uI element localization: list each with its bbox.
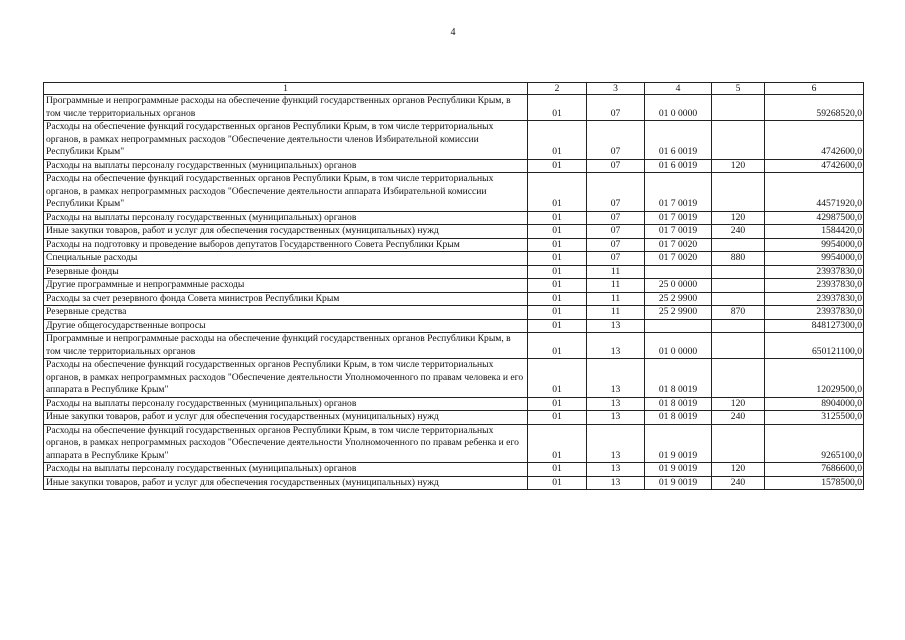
- row-name-cell: Программные и непрограммные расходы на обеспечение функций государственных органов Республики Крым, в том числе территориальных органов: [44, 333, 528, 359]
- row-section-cell: 01: [528, 411, 587, 425]
- row-type-cell: 120: [712, 211, 765, 225]
- row-type-cell: [712, 319, 765, 333]
- row-target-cell: 01 8 0019: [645, 411, 712, 425]
- row-section-cell: 01: [528, 292, 587, 306]
- row-target-cell: [645, 319, 712, 333]
- row-section-cell: 01: [528, 359, 587, 398]
- row-section-cell: 01: [528, 211, 587, 225]
- column-header: 2: [528, 83, 587, 95]
- row-target-cell: 01 7 0019: [645, 173, 712, 212]
- row-section-cell: 01: [528, 238, 587, 252]
- table-body: [44, 83, 864, 490]
- table-row: [44, 359, 864, 398]
- row-amount-cell: 59268520,0: [765, 95, 864, 121]
- row-section-cell: 01: [528, 225, 587, 239]
- row-section-cell: 01: [528, 306, 587, 320]
- table-row: [44, 121, 864, 160]
- row-amount-cell: 650121100,0: [765, 333, 864, 359]
- row-amount-cell: 9954000,0: [765, 238, 864, 252]
- row-amount-cell: 3125500,0: [765, 411, 864, 425]
- row-amount-cell: 8904000,0: [765, 397, 864, 411]
- row-target-cell: [645, 265, 712, 279]
- row-section-cell: 01: [528, 424, 587, 463]
- row-name-cell: Резервные средства: [44, 306, 528, 320]
- row-subsection-cell: 13: [587, 333, 645, 359]
- row-target-cell: 01 0 0000: [645, 333, 712, 359]
- row-name-cell: Расходы на обеспечение функций государственных органов Республики Крым, в том числе территориальных органов, в рамках непрограммных расходов "Обеспечение деятельности Уполномоченного по правам человека и его аппарата в Республике Крым": [44, 359, 528, 398]
- row-section-cell: 01: [528, 476, 587, 490]
- row-subsection-cell: 13: [587, 319, 645, 333]
- row-amount-cell: 848127300,0: [765, 319, 864, 333]
- row-subsection-cell: 11: [587, 306, 645, 320]
- row-type-cell: [712, 121, 765, 160]
- row-subsection-cell: 07: [587, 121, 645, 160]
- row-target-cell: 01 8 0019: [645, 397, 712, 411]
- row-type-cell: 880: [712, 252, 765, 266]
- row-target-cell: 01 9 0019: [645, 424, 712, 463]
- table-row: [44, 95, 864, 121]
- row-subsection-cell: 11: [587, 265, 645, 279]
- row-section-cell: 01: [528, 159, 587, 173]
- column-header: 3: [587, 83, 645, 95]
- row-type-cell: [712, 359, 765, 398]
- row-amount-cell: 42987500,0: [765, 211, 864, 225]
- page-number: 4: [450, 27, 456, 38]
- row-subsection-cell: 07: [587, 95, 645, 121]
- row-name-cell: Расходы на обеспечение функций государственных органов Республики Крым, в том числе территориальных органов, в рамках непрограммных расходов "Обеспечение деятельности членов Избирательной комиссии Республики Крым": [44, 121, 528, 160]
- row-amount-cell: 23937830,0: [765, 306, 864, 320]
- table-row: [44, 411, 864, 425]
- row-section-cell: 01: [528, 252, 587, 266]
- row-subsection-cell: 13: [587, 359, 645, 398]
- table-row: [44, 252, 864, 266]
- row-type-cell: [712, 292, 765, 306]
- row-section-cell: 01: [528, 463, 587, 477]
- row-amount-cell: 44571920,0: [765, 173, 864, 212]
- row-amount-cell: 9265100,0: [765, 424, 864, 463]
- row-amount-cell: 7686600,0: [765, 463, 864, 477]
- row-type-cell: 240: [712, 411, 765, 425]
- column-header: 4: [645, 83, 712, 95]
- table-row: [44, 424, 864, 463]
- row-type-cell: [712, 265, 765, 279]
- row-type-cell: 120: [712, 463, 765, 477]
- column-header: 5: [712, 83, 765, 95]
- row-subsection-cell: 07: [587, 252, 645, 266]
- budget-table-container: [43, 82, 863, 490]
- table-row: [44, 319, 864, 333]
- row-subsection-cell: 13: [587, 476, 645, 490]
- table-row: [44, 159, 864, 173]
- row-amount-cell: 23937830,0: [765, 279, 864, 293]
- row-type-cell: 120: [712, 159, 765, 173]
- row-subsection-cell: 07: [587, 225, 645, 239]
- row-target-cell: 01 7 0020: [645, 238, 712, 252]
- row-name-cell: Резервные фонды: [44, 265, 528, 279]
- table-row: [44, 292, 864, 306]
- table-row: [44, 173, 864, 212]
- row-subsection-cell: 13: [587, 424, 645, 463]
- row-section-cell: 01: [528, 319, 587, 333]
- row-name-cell: Иные закупки товаров, работ и услуг для обеспечения государственных (муниципальных) нужд: [44, 411, 528, 425]
- row-name-cell: Специальные расходы: [44, 252, 528, 266]
- row-target-cell: 25 2 9900: [645, 292, 712, 306]
- row-section-cell: 01: [528, 121, 587, 160]
- column-header: 6: [765, 83, 864, 95]
- row-target-cell: 01 9 0019: [645, 463, 712, 477]
- row-target-cell: 25 0 0000: [645, 279, 712, 293]
- table-row: [44, 306, 864, 320]
- budget-table: [43, 82, 864, 490]
- row-type-cell: [712, 424, 765, 463]
- row-section-cell: 01: [528, 95, 587, 121]
- row-name-cell: Расходы на выплаты персоналу государственных (муниципальных) органов: [44, 159, 528, 173]
- row-target-cell: 01 7 0020: [645, 252, 712, 266]
- row-target-cell: 01 6 0019: [645, 121, 712, 160]
- row-type-cell: 240: [712, 476, 765, 490]
- row-amount-cell: 23937830,0: [765, 265, 864, 279]
- table-row: [44, 225, 864, 239]
- row-subsection-cell: 13: [587, 463, 645, 477]
- row-target-cell: 01 8 0019: [645, 359, 712, 398]
- row-section-cell: 01: [528, 173, 587, 212]
- row-type-cell: [712, 95, 765, 121]
- row-subsection-cell: 13: [587, 397, 645, 411]
- row-subsection-cell: 07: [587, 238, 645, 252]
- table-row: [44, 265, 864, 279]
- table-row: [44, 463, 864, 477]
- row-name-cell: Расходы на подготовку и проведение выборов депутатов Государственного Совета Республики Крым: [44, 238, 528, 252]
- row-amount-cell: 4742600,0: [765, 159, 864, 173]
- row-name-cell: Другие программные и непрограммные расходы: [44, 279, 528, 293]
- row-type-cell: [712, 333, 765, 359]
- row-section-cell: 01: [528, 265, 587, 279]
- table-row: [44, 238, 864, 252]
- row-name-cell: Расходы за счет резервного фонда Совета министров Республики Крым: [44, 292, 528, 306]
- row-section-cell: 01: [528, 397, 587, 411]
- row-amount-cell: 1578500,0: [765, 476, 864, 490]
- row-name-cell: Расходы на обеспечение функций государственных органов Республики Крым, в том числе территориальных органов, в рамках непрограммных расходов "Обеспечение деятельности Уполномоченного по правам ребенка и его аппарата в Республике Крым": [44, 424, 528, 463]
- row-amount-cell: 23937830,0: [765, 292, 864, 306]
- row-target-cell: 01 7 0019: [645, 211, 712, 225]
- row-subsection-cell: 07: [587, 211, 645, 225]
- row-name-cell: Расходы на обеспечение функций государственных органов Республики Крым, в том числе территориальных органов, в рамках непрограммных расходов "Обеспечение деятельности аппарата Избирательной комиссии Республики Крым": [44, 173, 528, 212]
- table-row: [44, 397, 864, 411]
- row-name-cell: Иные закупки товаров, работ и услуг для обеспечения государственных (муниципальных) нужд: [44, 225, 528, 239]
- row-type-cell: [712, 238, 765, 252]
- row-type-cell: 870: [712, 306, 765, 320]
- row-amount-cell: 9954000,0: [765, 252, 864, 266]
- row-subsection-cell: 11: [587, 292, 645, 306]
- row-name-cell: Расходы на выплаты персоналу государственных (муниципальных) органов: [44, 463, 528, 477]
- row-target-cell: 01 7 0019: [645, 225, 712, 239]
- row-name-cell: Другие общегосударственные вопросы: [44, 319, 528, 333]
- row-type-cell: [712, 173, 765, 212]
- row-name-cell: Программные и непрограммные расходы на обеспечение функций государственных органов Республики Крым, в том числе территориальных органов: [44, 95, 528, 121]
- row-amount-cell: 1584420,0: [765, 225, 864, 239]
- row-type-cell: 240: [712, 225, 765, 239]
- column-header: 1: [44, 83, 528, 95]
- row-target-cell: 01 9 0019: [645, 476, 712, 490]
- row-target-cell: 25 2 9900: [645, 306, 712, 320]
- table-row: [44, 211, 864, 225]
- row-section-cell: 01: [528, 279, 587, 293]
- row-target-cell: 01 6 0019: [645, 159, 712, 173]
- row-name-cell: Расходы на выплаты персоналу государственных (муниципальных) органов: [44, 397, 528, 411]
- row-name-cell: Иные закупки товаров, работ и услуг для обеспечения государственных (муниципальных) нужд: [44, 476, 528, 490]
- row-type-cell: [712, 279, 765, 293]
- table-row: [44, 333, 864, 359]
- row-amount-cell: 4742600,0: [765, 121, 864, 160]
- row-subsection-cell: 07: [587, 173, 645, 212]
- row-section-cell: 01: [528, 333, 587, 359]
- row-type-cell: 120: [712, 397, 765, 411]
- row-amount-cell: 12029500,0: [765, 359, 864, 398]
- row-name-cell: Расходы на выплаты персоналу государственных (муниципальных) органов: [44, 211, 528, 225]
- row-subsection-cell: 07: [587, 159, 645, 173]
- table-header-row: [44, 83, 864, 95]
- row-subsection-cell: 13: [587, 411, 645, 425]
- row-target-cell: 01 0 0000: [645, 95, 712, 121]
- table-row: [44, 279, 864, 293]
- row-subsection-cell: 11: [587, 279, 645, 293]
- table-row: [44, 476, 864, 490]
